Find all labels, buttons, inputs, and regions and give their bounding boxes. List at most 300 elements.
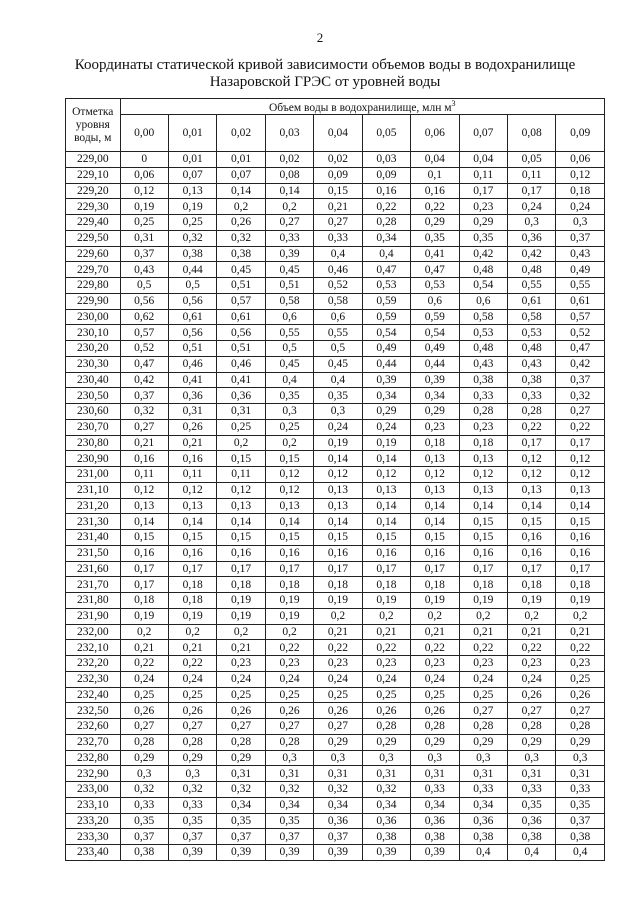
volume-cell: 0,16: [556, 545, 605, 561]
volume-cell: 0,17: [508, 435, 556, 451]
volume-cell: 0,11: [120, 467, 168, 483]
volume-cell: 0,19: [314, 435, 362, 451]
volume-cell: 0,54: [459, 278, 507, 294]
volume-cell: 0,45: [314, 356, 362, 372]
volume-cell: 0,26: [314, 703, 362, 719]
level-cell: 230,00: [66, 309, 121, 325]
volume-cell: 0,28: [459, 404, 507, 420]
volume-cell: 0,3: [314, 750, 362, 766]
volume-cell: 0,51: [217, 341, 265, 357]
volume-cell: 0,2: [411, 608, 459, 624]
volume-cell: 0,35: [217, 813, 265, 829]
volume-cell: 0,58: [459, 309, 507, 325]
volume-cell: 0,19: [314, 593, 362, 609]
volume-cell: 0,21: [362, 624, 410, 640]
volume-cell: 0,41: [217, 372, 265, 388]
volume-cell: 0,19: [362, 593, 410, 609]
volume-cell: 0,2: [217, 199, 265, 215]
volume-cell: 0,28: [508, 404, 556, 420]
volume-cell: 0,27: [508, 703, 556, 719]
volume-cell: 0,32: [217, 230, 265, 246]
volume-cell: 0,35: [168, 813, 216, 829]
volume-cell: 0,17: [556, 435, 605, 451]
volume-cell: 0,24: [265, 671, 313, 687]
volume-cell: 0,21: [120, 435, 168, 451]
volume-cell: 0,23: [459, 419, 507, 435]
volume-cell: 0,24: [217, 671, 265, 687]
volume-cell: 0,15: [459, 530, 507, 546]
volume-cell: 0,17: [362, 561, 410, 577]
volume-cell: 0,34: [362, 797, 410, 813]
volume-cell: 0,31: [411, 766, 459, 782]
volume-cell: 0,16: [217, 545, 265, 561]
volume-cell: 0,37: [217, 829, 265, 845]
table-row: [66, 262, 605, 278]
volume-cell: 0,48: [508, 262, 556, 278]
volume-cell: 0,18: [459, 577, 507, 593]
column-header: 0,01: [168, 115, 216, 152]
volume-cell: 0,59: [362, 309, 410, 325]
volume-cell: 0,47: [556, 341, 605, 357]
volume-cell: 0,03: [362, 152, 410, 168]
level-cell: 231,00: [66, 467, 121, 483]
volume-cell: 0,16: [362, 183, 410, 199]
volume-cell: 0,34: [411, 797, 459, 813]
volume-cell: 0,52: [314, 278, 362, 294]
volume-cell: 0,28: [362, 215, 410, 231]
volume-cell: 0,47: [411, 262, 459, 278]
volume-cell: 0,19: [217, 593, 265, 609]
volume-cell: 0,45: [217, 262, 265, 278]
volume-cell: 0,51: [168, 341, 216, 357]
volume-cell: 0,18: [411, 435, 459, 451]
level-cell: 230,50: [66, 388, 121, 404]
volume-cell: 0,22: [508, 640, 556, 656]
volume-cell: 0,16: [120, 545, 168, 561]
volume-cell: 0,12: [411, 467, 459, 483]
volume-cell: 0,11: [217, 467, 265, 483]
volume-cell: 0,14: [508, 498, 556, 514]
level-cell: 231,90: [66, 608, 121, 624]
volume-cell: 0,33: [314, 230, 362, 246]
volume-cell: 0,13: [556, 482, 605, 498]
volume-cell: 0,6: [314, 309, 362, 325]
volume-cell: 0,26: [556, 687, 605, 703]
volume-cell: 0,27: [556, 703, 605, 719]
volume-cell: 0,24: [508, 671, 556, 687]
volume-cell: 0,34: [411, 388, 459, 404]
volume-cell: 0,13: [120, 498, 168, 514]
table-row: [66, 719, 605, 735]
volume-cell: 0,13: [411, 482, 459, 498]
volume-cell: 0,21: [168, 640, 216, 656]
volume-cell: 0,13: [265, 498, 313, 514]
volume-cell: 0,16: [120, 451, 168, 467]
table-row: [66, 419, 605, 435]
volume-cell: 0,07: [168, 167, 216, 183]
volume-cell: 0,19: [362, 435, 410, 451]
volume-cell: 0,26: [411, 703, 459, 719]
level-cell: 230,60: [66, 404, 121, 420]
volume-cell: 0,17: [120, 561, 168, 577]
volume-cell: 0,2: [217, 624, 265, 640]
volume-cell: 0,23: [459, 199, 507, 215]
volume-cell: 0,61: [168, 309, 216, 325]
volume-cell: 0,5: [314, 341, 362, 357]
volume-cell: 0,2: [556, 608, 605, 624]
volume-cell: 0,58: [508, 309, 556, 325]
volume-cell: 0,22: [120, 656, 168, 672]
volume-cell: 0,24: [168, 671, 216, 687]
volume-cell: 0,06: [120, 167, 168, 183]
volume-cell: 0,26: [217, 215, 265, 231]
volume-header-text: Объем воды в водохранилище, млн м: [268, 101, 452, 114]
level-cell: 232,40: [66, 687, 121, 703]
volume-cell: 0,28: [411, 719, 459, 735]
volume-cell: 0,3: [556, 215, 605, 231]
volume-cell: 0,12: [120, 482, 168, 498]
volume-cell: 0,15: [120, 530, 168, 546]
volume-cell: 0,15: [556, 514, 605, 530]
volume-cell: 0,52: [120, 341, 168, 357]
volume-cell: 0,29: [411, 734, 459, 750]
volume-cell: 0: [120, 152, 168, 168]
volume-cell: 0,3: [362, 750, 410, 766]
volume-cell: 0,42: [556, 356, 605, 372]
volume-cell: 0,02: [314, 152, 362, 168]
volume-cell: 0,27: [120, 719, 168, 735]
volume-cell: 0,27: [314, 719, 362, 735]
volume-cell: 0,48: [459, 341, 507, 357]
volume-cell: 0,06: [556, 152, 605, 168]
volume-cell: 0,53: [508, 325, 556, 341]
level-cell: 229,00: [66, 152, 121, 168]
volume-cell: 0,37: [314, 829, 362, 845]
volume-cell: 0,58: [265, 293, 313, 309]
level-cell: 231,10: [66, 482, 121, 498]
table-row: [66, 703, 605, 719]
volume-cell: 0,62: [120, 309, 168, 325]
volume-cell: 0,14: [265, 514, 313, 530]
level-cell: 232,20: [66, 656, 121, 672]
level-cell: 232,50: [66, 703, 121, 719]
column-header: 0,02: [217, 115, 265, 152]
volume-cell: 0,48: [459, 262, 507, 278]
volume-cell: 0,14: [411, 498, 459, 514]
table-row: [66, 750, 605, 766]
volume-cell: 0,36: [314, 813, 362, 829]
volume-cell: 0,28: [362, 719, 410, 735]
volume-cell: 0,38: [459, 372, 507, 388]
volume-cell: 0,25: [217, 419, 265, 435]
volume-cell: 0,18: [168, 593, 216, 609]
volume-cell: 0,14: [556, 498, 605, 514]
volume-cell: 0,2: [120, 624, 168, 640]
volume-cell: 0,22: [556, 640, 605, 656]
volume-cell: 0,18: [120, 593, 168, 609]
table-row: [66, 435, 605, 451]
volume-cell: 0,14: [217, 183, 265, 199]
volume-cell: 0,22: [314, 640, 362, 656]
volume-cell: 0,16: [459, 545, 507, 561]
volume-cell: 0,19: [556, 593, 605, 609]
volume-cell: 0,56: [217, 325, 265, 341]
volume-cell: 0,35: [314, 388, 362, 404]
volume-cell: 0,19: [508, 593, 556, 609]
level-cell: 231,40: [66, 530, 121, 546]
title-line-1: Координаты статической кривой зависимости объемов воды в водохранилище: [74, 57, 576, 73]
volume-cell: 0,21: [459, 624, 507, 640]
level-cell: 233,30: [66, 829, 121, 845]
volume-cell: 0,3: [265, 750, 313, 766]
volume-cell: 0,19: [265, 593, 313, 609]
volume-cell: 0,26: [168, 703, 216, 719]
volume-cell: 0,39: [217, 845, 265, 861]
table-row: [66, 656, 605, 672]
volume-cell: 0,21: [314, 624, 362, 640]
level-cell: 231,60: [66, 561, 121, 577]
volume-cell: 0,26: [508, 687, 556, 703]
table-row: [66, 388, 605, 404]
table-row: [66, 246, 605, 262]
volume-cell: 0,14: [314, 451, 362, 467]
volume-cell: 0,43: [120, 262, 168, 278]
volume-cell: 0,12: [556, 451, 605, 467]
level-cell: 231,50: [66, 545, 121, 561]
volume-cell: 0,6: [411, 293, 459, 309]
volume-cell: 0,29: [459, 215, 507, 231]
volume-cell: 0,25: [168, 687, 216, 703]
volume-cell: 0,25: [265, 687, 313, 703]
volume-cell: 0,58: [314, 293, 362, 309]
level-cell: 231,80: [66, 593, 121, 609]
table-row: [66, 467, 605, 483]
volume-cell: 0,55: [265, 325, 313, 341]
table-row: [66, 845, 605, 861]
volume-cell: 0,23: [508, 656, 556, 672]
volume-cell: 0,11: [459, 167, 507, 183]
volume-cell: 0,21: [217, 640, 265, 656]
volume-cell: 0,29: [362, 404, 410, 420]
table-row: [66, 624, 605, 640]
volume-cell: 0,5: [168, 278, 216, 294]
level-cell: 232,10: [66, 640, 121, 656]
table-row: [66, 152, 605, 168]
table-row: [66, 671, 605, 687]
level-cell: 232,90: [66, 766, 121, 782]
volume-cell: 0,29: [217, 750, 265, 766]
volume-cell: 0,12: [362, 467, 410, 483]
volume-cell: 0,42: [120, 372, 168, 388]
volume-cell: 0,24: [362, 419, 410, 435]
volume-cell: 0,17: [120, 577, 168, 593]
volume-cell: 0,28: [168, 734, 216, 750]
table-row: [66, 293, 605, 309]
volume-cell: 0,31: [168, 404, 216, 420]
volume-cell: 0,3: [314, 404, 362, 420]
level-cell: 230,10: [66, 325, 121, 341]
level-column-header: [66, 99, 121, 152]
volume-cell: 0,14: [120, 514, 168, 530]
level-header-line: Отметка: [72, 105, 114, 118]
volume-cell: 0,15: [411, 530, 459, 546]
volume-cell: 0,2: [168, 624, 216, 640]
volume-cell: 0,36: [217, 388, 265, 404]
level-cell: 230,30: [66, 356, 121, 372]
volume-cell: 0,48: [508, 341, 556, 357]
volume-cell: 0,4: [459, 845, 507, 861]
volume-cell: 0,3: [411, 750, 459, 766]
volume-cell: 0,12: [265, 467, 313, 483]
volume-cell: 0,16: [411, 545, 459, 561]
level-cell: 233,20: [66, 813, 121, 829]
volume-cell: 0,45: [265, 262, 313, 278]
level-cell: 233,10: [66, 797, 121, 813]
table-row: [66, 498, 605, 514]
volume-cell: 0,15: [265, 530, 313, 546]
column-header: 0,08: [508, 115, 556, 152]
volume-cell: 0,32: [168, 782, 216, 798]
volume-cell: 0,33: [508, 782, 556, 798]
volume-cell: 0,39: [265, 246, 313, 262]
volume-cell: 0,13: [508, 482, 556, 498]
volume-cell: 0,32: [120, 404, 168, 420]
volume-cell: 0,21: [556, 624, 605, 640]
volume-cell: 0,29: [168, 750, 216, 766]
level-cell: 230,90: [66, 451, 121, 467]
volume-cell: 0,27: [265, 215, 313, 231]
volume-cell: 0,15: [314, 530, 362, 546]
volume-cell: 0,13: [314, 482, 362, 498]
document-title: [40, 57, 610, 91]
volume-cell: 0,25: [120, 687, 168, 703]
volume-cell: 0,22: [411, 640, 459, 656]
volume-cell: 0,24: [314, 671, 362, 687]
volume-cell: 0,13: [168, 183, 216, 199]
level-cell: 229,20: [66, 183, 121, 199]
volume-cell: 0,23: [411, 419, 459, 435]
level-cell: 230,70: [66, 419, 121, 435]
volume-cell: 0,22: [265, 640, 313, 656]
volume-cell: 0,37: [168, 829, 216, 845]
volume-cell: 0,54: [411, 325, 459, 341]
volume-cell: 0,18: [508, 577, 556, 593]
volume-cell: 0,23: [459, 656, 507, 672]
level-cell: 229,10: [66, 167, 121, 183]
volume-cell: 0,18: [168, 577, 216, 593]
table-row: [66, 183, 605, 199]
volume-cell: 0,27: [217, 719, 265, 735]
volume-cell: 0,19: [120, 608, 168, 624]
table-row: [66, 829, 605, 845]
volume-cell: 0,44: [362, 356, 410, 372]
volume-cell: 0,24: [556, 199, 605, 215]
volume-cell: 0,17: [314, 561, 362, 577]
volume-cell: 0,27: [556, 404, 605, 420]
volume-cell: 0,38: [508, 829, 556, 845]
volume-cell: 0,38: [362, 829, 410, 845]
column-header: 0,05: [362, 115, 410, 152]
volume-cell: 0,24: [362, 671, 410, 687]
volume-cell: 0,55: [314, 325, 362, 341]
volume-cell: 0,18: [556, 183, 605, 199]
table-row: [66, 545, 605, 561]
level-cell: 229,30: [66, 199, 121, 215]
volume-cell: 0,24: [314, 419, 362, 435]
volume-cell: 0,2: [217, 435, 265, 451]
volume-cell: 0,26: [217, 703, 265, 719]
level-cell: 232,60: [66, 719, 121, 735]
volume-cell: 0,2: [508, 608, 556, 624]
volume-cell: 0,29: [459, 734, 507, 750]
volume-cell: 0,13: [168, 498, 216, 514]
column-header: 0,07: [459, 115, 507, 152]
volume-cell: 0,24: [411, 671, 459, 687]
level-cell: 233,00: [66, 782, 121, 798]
volume-cell: 0,17: [459, 561, 507, 577]
volume-cell: 0,16: [168, 451, 216, 467]
volume-cell: 0,5: [265, 341, 313, 357]
title-line-2: Назаровской ГРЭС от уровней воды: [209, 74, 441, 90]
volume-cell: 0,19: [168, 608, 216, 624]
volume-cell: 0,19: [265, 608, 313, 624]
volume-cell: 0,31: [556, 766, 605, 782]
volume-cell: 0,36: [411, 813, 459, 829]
volume-cell: 0,12: [459, 467, 507, 483]
volume-cell: 0,12: [508, 467, 556, 483]
volume-cell: 0,38: [556, 829, 605, 845]
column-header: 0,09: [556, 115, 605, 152]
table-row: [66, 640, 605, 656]
volume-cell: 0,12: [556, 467, 605, 483]
table-row: [66, 325, 605, 341]
volume-cell: 0,41: [411, 246, 459, 262]
volume-cell: 0,59: [411, 309, 459, 325]
volume-cell: 0,09: [362, 167, 410, 183]
volume-cell: 0,22: [362, 199, 410, 215]
volume-cell: 0,55: [556, 278, 605, 294]
volume-cell: 0,36: [362, 813, 410, 829]
volume-cell: 0,35: [508, 797, 556, 813]
volume-cell: 0,35: [556, 797, 605, 813]
volume-cell: 0,42: [508, 246, 556, 262]
volume-cell: 0,25: [265, 419, 313, 435]
volume-cell: 0,28: [508, 719, 556, 735]
volume-cell: 0,21: [314, 199, 362, 215]
volume-cell: 0,11: [168, 467, 216, 483]
volume-cell: 0,3: [508, 215, 556, 231]
volume-cell: 0,56: [168, 293, 216, 309]
volume-cell: 0,26: [120, 703, 168, 719]
volume-cell: 0,17: [411, 561, 459, 577]
volume-cell: 0,39: [411, 845, 459, 861]
volume-cell: 0,27: [265, 719, 313, 735]
level-header-line: воды, м: [74, 131, 112, 144]
volume-cell: 0,34: [314, 797, 362, 813]
page-number: 2: [316, 30, 324, 45]
volume-cell: 0,41: [168, 372, 216, 388]
level-cell: 230,20: [66, 341, 121, 357]
volume-cell: 0,13: [217, 498, 265, 514]
volume-cell: 0,61: [556, 293, 605, 309]
column-header: 0,03: [265, 115, 313, 152]
volume-cell: 0,29: [120, 750, 168, 766]
volume-cell: 0,25: [120, 215, 168, 231]
volume-cell: 0,47: [362, 262, 410, 278]
volume-cell: 0,45: [265, 356, 313, 372]
volume-cell: 0,47: [120, 356, 168, 372]
volume-table: [65, 98, 605, 861]
